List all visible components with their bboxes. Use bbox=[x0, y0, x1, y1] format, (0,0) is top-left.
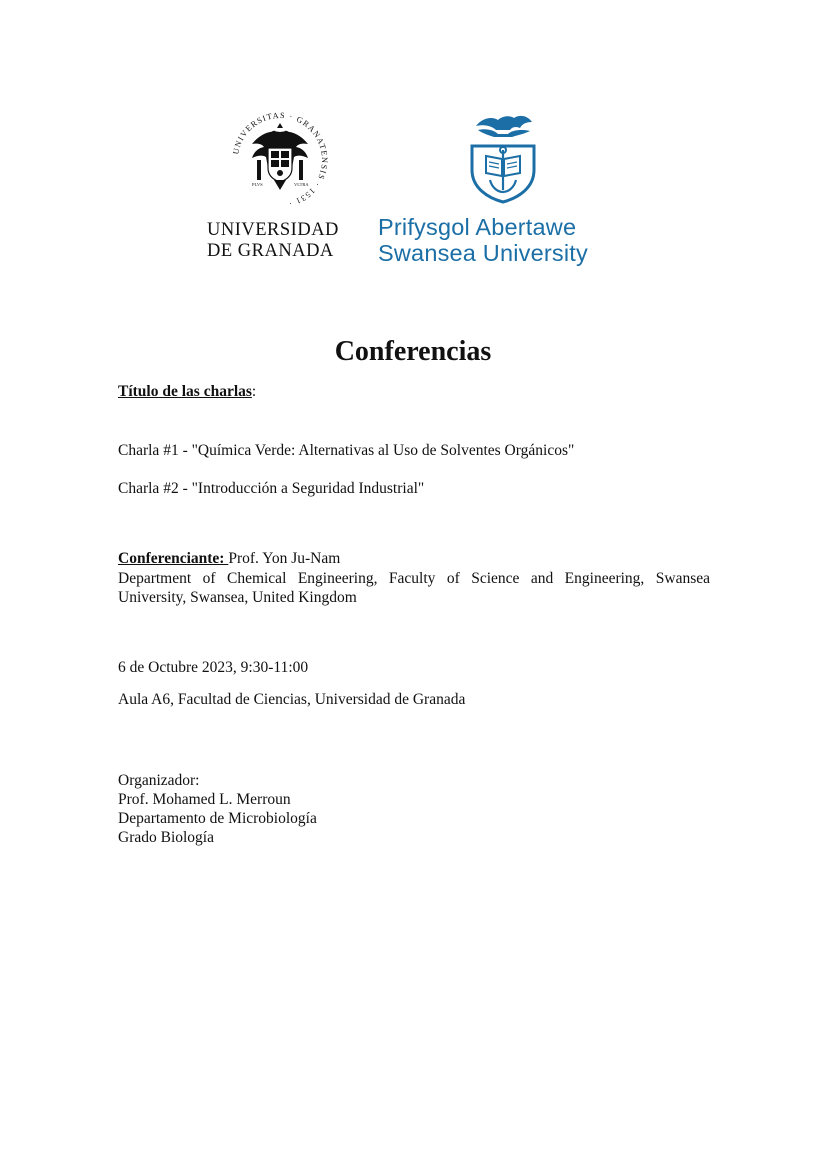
talks-heading-line bbox=[118, 382, 710, 401]
ugr-name-line1: UNIVERSIDAD bbox=[207, 220, 339, 240]
organizer-label: Organizador: bbox=[118, 772, 200, 789]
swansea-name bbox=[378, 214, 588, 266]
ugr-seal-icon bbox=[230, 110, 330, 210]
speaker-label: Conferenciante: bbox=[118, 550, 229, 567]
talk-1: Charla #1 - "Química Verde: Alternativas al Uso de Solventes Orgánicos" bbox=[118, 442, 575, 459]
event-date: 6 de Octubre 2023, 9:30-11:00 bbox=[118, 659, 309, 676]
swansea-name-line2: Swansea University bbox=[378, 240, 588, 266]
speaker-line bbox=[118, 549, 710, 568]
ugr-seal-text: UNIVERSITAS · GRANATENSIS · 1531 · bbox=[231, 110, 330, 209]
talks-heading-suffix: : bbox=[251, 383, 257, 400]
swansea-logo bbox=[376, 110, 638, 270]
ugr-name-line2: DE GRANADA bbox=[207, 241, 334, 261]
organizer-name: Prof. Mohamed L. Merroun bbox=[118, 791, 291, 808]
page-title: Conferencias bbox=[334, 336, 492, 367]
organizer-department: Departamento de Microbiología bbox=[118, 810, 317, 827]
event-location: Aula A6, Facultad de Ciencias, Universidad de Granada bbox=[118, 691, 466, 708]
swansea-crest-icon bbox=[468, 112, 538, 204]
ugr-shield-left-text: PLVS bbox=[252, 182, 263, 187]
ugr-name bbox=[207, 220, 357, 262]
talk-2: Charla #2 - "Introducción a Seguridad Industrial" bbox=[118, 480, 425, 497]
speaker-affiliation: Department of Chemical Engineering, Faculty of Science and Engineering, Swansea University, Swansea, United Kingdom bbox=[118, 570, 710, 606]
speaker-name: Prof. Yon Ju-Nam bbox=[228, 550, 341, 567]
talks-heading: Título de las charlas bbox=[118, 383, 252, 400]
organizer-block bbox=[118, 771, 710, 847]
swansea-name-line1: Prifysgol Abertawe bbox=[378, 214, 577, 240]
ugr-shield-right-text: VLTRA bbox=[294, 182, 309, 187]
organizer-degree: Grado Biología bbox=[118, 829, 214, 846]
ugr-logo bbox=[200, 108, 360, 268]
